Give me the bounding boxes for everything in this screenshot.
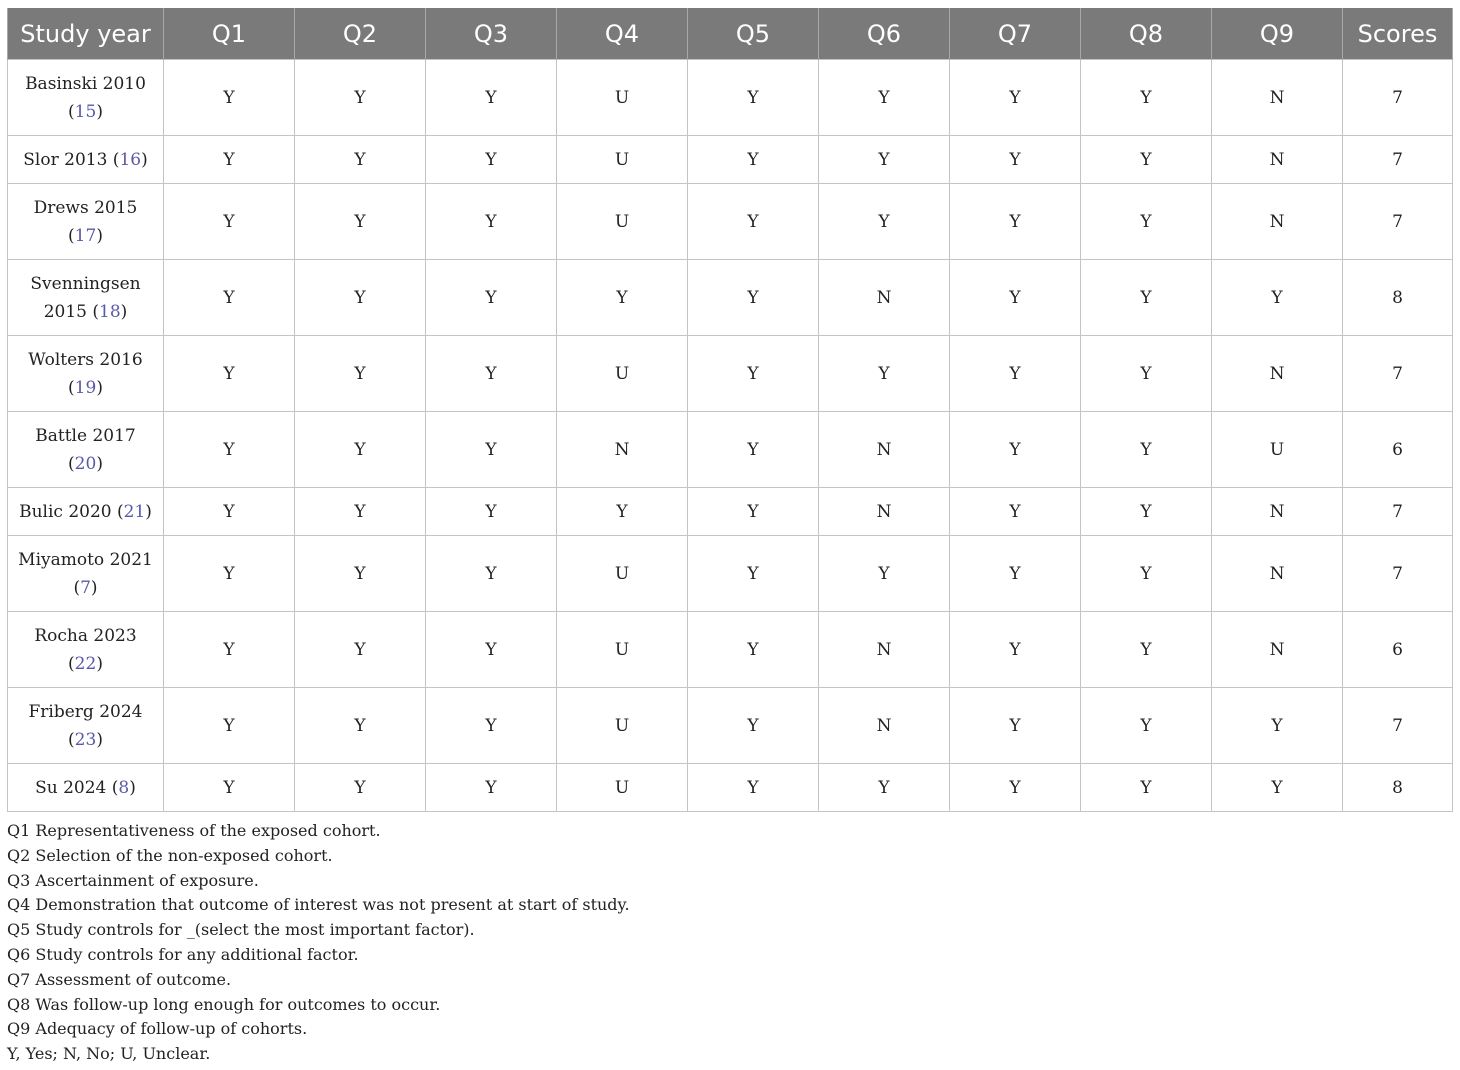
q1-cell: Y [164, 412, 295, 488]
table-row [8, 60, 1453, 136]
study-paren: ) [120, 301, 128, 322]
q6-cell: Y [819, 764, 950, 812]
quality-assessment-table [7, 8, 1453, 812]
q2-cell: Y [295, 184, 426, 260]
quality-assessment-table-wrapper [7, 8, 1452, 812]
q6-cell: N [819, 412, 950, 488]
study-paren: ) [96, 453, 103, 474]
q7-cell: Y [950, 336, 1081, 412]
header-q6: Q6 [819, 8, 950, 60]
q2-cell: Y [295, 60, 426, 136]
study-name: Slor 2013 ( [23, 149, 120, 170]
table-row [8, 184, 1453, 260]
score-cell: 6 [1343, 612, 1453, 688]
reference-link[interactable]: 23 [74, 729, 97, 750]
q9-cell: N [1212, 536, 1343, 612]
score-cell: 8 [1343, 764, 1453, 812]
q5-cell: Y [688, 536, 819, 612]
q6-cell: Y [819, 184, 950, 260]
score-cell: 7 [1343, 184, 1453, 260]
header-scores: Scores [1343, 8, 1453, 60]
q1-cell: Y [164, 60, 295, 136]
q6-cell: Y [819, 136, 950, 184]
q9-cell: Y [1212, 260, 1343, 336]
study-cell [8, 688, 164, 764]
q1-cell: Y [164, 136, 295, 184]
q7-cell: Y [950, 260, 1081, 336]
q9-cell: Y [1212, 764, 1343, 812]
q6-cell: Y [819, 336, 950, 412]
q5-cell: Y [688, 136, 819, 184]
q4-cell: Y [557, 488, 688, 536]
q9-cell: N [1212, 60, 1343, 136]
header-q4: Q4 [557, 8, 688, 60]
q1-cell: Y [164, 488, 295, 536]
score-cell: 8 [1343, 260, 1453, 336]
header-q8: Q8 [1081, 8, 1212, 60]
reference-link[interactable]: 22 [74, 653, 97, 674]
study-name: Bulic 2020 ( [19, 501, 124, 522]
q3-cell: Y [426, 260, 557, 336]
q7-cell: Y [950, 612, 1081, 688]
score-cell: 7 [1343, 136, 1453, 184]
study-name: Friberg 2024 ( [28, 701, 143, 750]
footnote-q4: Q4 Demonstration that outcome of interest was not present at start of study. [7, 895, 630, 915]
study-paren: ) [96, 101, 103, 122]
q3-cell: Y [426, 536, 557, 612]
header-q3: Q3 [426, 8, 557, 60]
reference-link[interactable]: 16 [119, 149, 142, 170]
study-name: Basinski 2010 ( [25, 73, 146, 122]
q7-cell: Y [950, 136, 1081, 184]
q2-cell: Y [295, 688, 426, 764]
study-cell [8, 764, 164, 812]
q9-cell: N [1212, 488, 1343, 536]
q5-cell: Y [688, 764, 819, 812]
q4-cell: U [557, 612, 688, 688]
q7-cell: Y [950, 764, 1081, 812]
q7-cell: Y [950, 412, 1081, 488]
q3-cell: Y [426, 60, 557, 136]
header-study-year: Study year [8, 8, 164, 60]
reference-link[interactable]: 17 [74, 225, 97, 246]
q2-cell: Y [295, 536, 426, 612]
table-row [8, 336, 1453, 412]
study-cell [8, 136, 164, 184]
study-cell [8, 488, 164, 536]
q2-cell: Y [295, 488, 426, 536]
q2-cell: Y [295, 136, 426, 184]
q9-cell: U [1212, 412, 1343, 488]
q1-cell: Y [164, 764, 295, 812]
q9-cell: N [1212, 184, 1343, 260]
reference-link[interactable]: 18 [99, 301, 121, 322]
study-paren: ) [96, 729, 103, 750]
q4-cell: U [557, 764, 688, 812]
q7-cell: Y [950, 60, 1081, 136]
study-name: Miyamoto 2021 ( [18, 549, 153, 598]
score-cell: 6 [1343, 412, 1453, 488]
q8-cell: Y [1081, 488, 1212, 536]
table-row [8, 260, 1453, 336]
q8-cell: Y [1081, 260, 1212, 336]
q5-cell: Y [688, 612, 819, 688]
table-row [8, 488, 1453, 536]
q9-cell: N [1212, 136, 1343, 184]
study-cell [8, 612, 164, 688]
study-name: Battle 2017 ( [35, 425, 136, 474]
table-row [8, 412, 1453, 488]
study-paren: ) [96, 225, 103, 246]
q4-cell: Y [557, 260, 688, 336]
study-paren: ) [141, 149, 148, 170]
q8-cell: Y [1081, 612, 1212, 688]
q3-cell: Y [426, 764, 557, 812]
q3-cell: Y [426, 688, 557, 764]
q9-cell: Y [1212, 688, 1343, 764]
q5-cell: Y [688, 260, 819, 336]
q6-cell: Y [819, 60, 950, 136]
score-cell: 7 [1343, 336, 1453, 412]
score-cell: 7 [1343, 60, 1453, 136]
header-q1: Q1 [164, 8, 295, 60]
study-name: Wolters 2016 ( [28, 349, 143, 398]
table-row [8, 136, 1453, 184]
q5-cell: Y [688, 60, 819, 136]
q3-cell: Y [426, 488, 557, 536]
q4-cell: U [557, 688, 688, 764]
q7-cell: Y [950, 688, 1081, 764]
q3-cell: Y [426, 412, 557, 488]
table-row [8, 764, 1453, 812]
q5-cell: Y [688, 336, 819, 412]
study-cell [8, 60, 164, 136]
study-cell [8, 412, 164, 488]
q2-cell: Y [295, 260, 426, 336]
reference-link[interactable]: 8 [118, 777, 130, 798]
study-cell [8, 536, 164, 612]
score-cell: 7 [1343, 688, 1453, 764]
table-row [8, 536, 1453, 612]
study-cell [8, 336, 164, 412]
q9-cell: N [1212, 336, 1343, 412]
q6-cell: N [819, 612, 950, 688]
study-name: Svenningsen 2015 ( [30, 273, 141, 322]
q3-cell: Y [426, 612, 557, 688]
q9-cell: N [1212, 612, 1343, 688]
q4-cell: U [557, 536, 688, 612]
q7-cell: Y [950, 536, 1081, 612]
q8-cell: Y [1081, 60, 1212, 136]
q8-cell: Y [1081, 688, 1212, 764]
header-q7: Q7 [950, 8, 1081, 60]
header-q9: Q9 [1212, 8, 1343, 60]
table-row [8, 612, 1453, 688]
footnote-q6: Q6 Study controls for any additional factor. [7, 944, 359, 964]
q4-cell: N [557, 412, 688, 488]
q2-cell: Y [295, 764, 426, 812]
q8-cell: Y [1081, 336, 1212, 412]
q8-cell: Y [1081, 764, 1212, 812]
q8-cell: Y [1081, 184, 1212, 260]
study-name: Drews 2015 ( [33, 197, 138, 246]
footnote-q3: Q3 Ascertainment of exposure. [7, 870, 259, 890]
q4-cell: U [557, 60, 688, 136]
q8-cell: Y [1081, 536, 1212, 612]
study-paren: ) [129, 777, 136, 798]
q6-cell: Y [819, 536, 950, 612]
footnote-q8: Q8 Was follow-up long enough for outcomes to occur. [7, 994, 441, 1014]
q6-cell: N [819, 488, 950, 536]
study-paren: ) [90, 577, 98, 598]
q2-cell: Y [295, 336, 426, 412]
reference-link[interactable]: 7 [80, 577, 91, 598]
q5-cell: Y [688, 488, 819, 536]
reference-link[interactable]: 15 [74, 101, 97, 122]
q7-cell: Y [950, 488, 1081, 536]
reference-link[interactable]: 19 [74, 377, 97, 398]
q3-cell: Y [426, 136, 557, 184]
q3-cell: Y [426, 184, 557, 260]
study-paren: ) [145, 501, 152, 522]
q6-cell: N [819, 688, 950, 764]
q2-cell: Y [295, 412, 426, 488]
footnote-legend: Y, Yes; N, No; U, Unclear. [7, 1044, 211, 1064]
table-header-row [8, 8, 1453, 60]
q5-cell: Y [688, 184, 819, 260]
q3-cell: Y [426, 336, 557, 412]
q1-cell: Y [164, 260, 295, 336]
q5-cell: Y [688, 412, 819, 488]
study-name: Rocha 2023 ( [34, 625, 137, 674]
study-name: Su 2024 ( [35, 777, 119, 798]
q2-cell: Y [295, 612, 426, 688]
q1-cell: Y [164, 336, 295, 412]
footnote-q9: Q9 Adequacy of follow-up of cohorts. [7, 1019, 308, 1039]
reference-link[interactable]: 20 [74, 453, 97, 474]
table-footnotes [7, 819, 630, 1067]
footnote-q1: Q1 Representativeness of the exposed cohort. [7, 821, 381, 840]
footnote-q5: Q5 Study controls for _(select the most important factor). [7, 920, 475, 940]
score-cell: 7 [1343, 488, 1453, 536]
table-row [8, 688, 1453, 764]
header-q5: Q5 [688, 8, 819, 60]
header-q2: Q2 [295, 8, 426, 60]
q8-cell: Y [1081, 136, 1212, 184]
q4-cell: U [557, 336, 688, 412]
q4-cell: U [557, 136, 688, 184]
study-paren: ) [96, 653, 103, 674]
q1-cell: Y [164, 612, 295, 688]
score-cell: 7 [1343, 536, 1453, 612]
study-paren: ) [96, 377, 103, 398]
study-cell [8, 260, 164, 336]
q8-cell: Y [1081, 412, 1212, 488]
footnote-q2: Q2 Selection of the non-exposed cohort. [7, 845, 333, 865]
q1-cell: Y [164, 688, 295, 764]
q1-cell: Y [164, 536, 295, 612]
q4-cell: U [557, 184, 688, 260]
study-cell [8, 184, 164, 260]
q6-cell: N [819, 260, 950, 336]
reference-link[interactable]: 21 [123, 501, 146, 522]
q7-cell: Y [950, 184, 1081, 260]
q5-cell: Y [688, 688, 819, 764]
q1-cell: Y [164, 184, 295, 260]
footnote-q7: Q7 Assessment of outcome. [7, 969, 232, 989]
